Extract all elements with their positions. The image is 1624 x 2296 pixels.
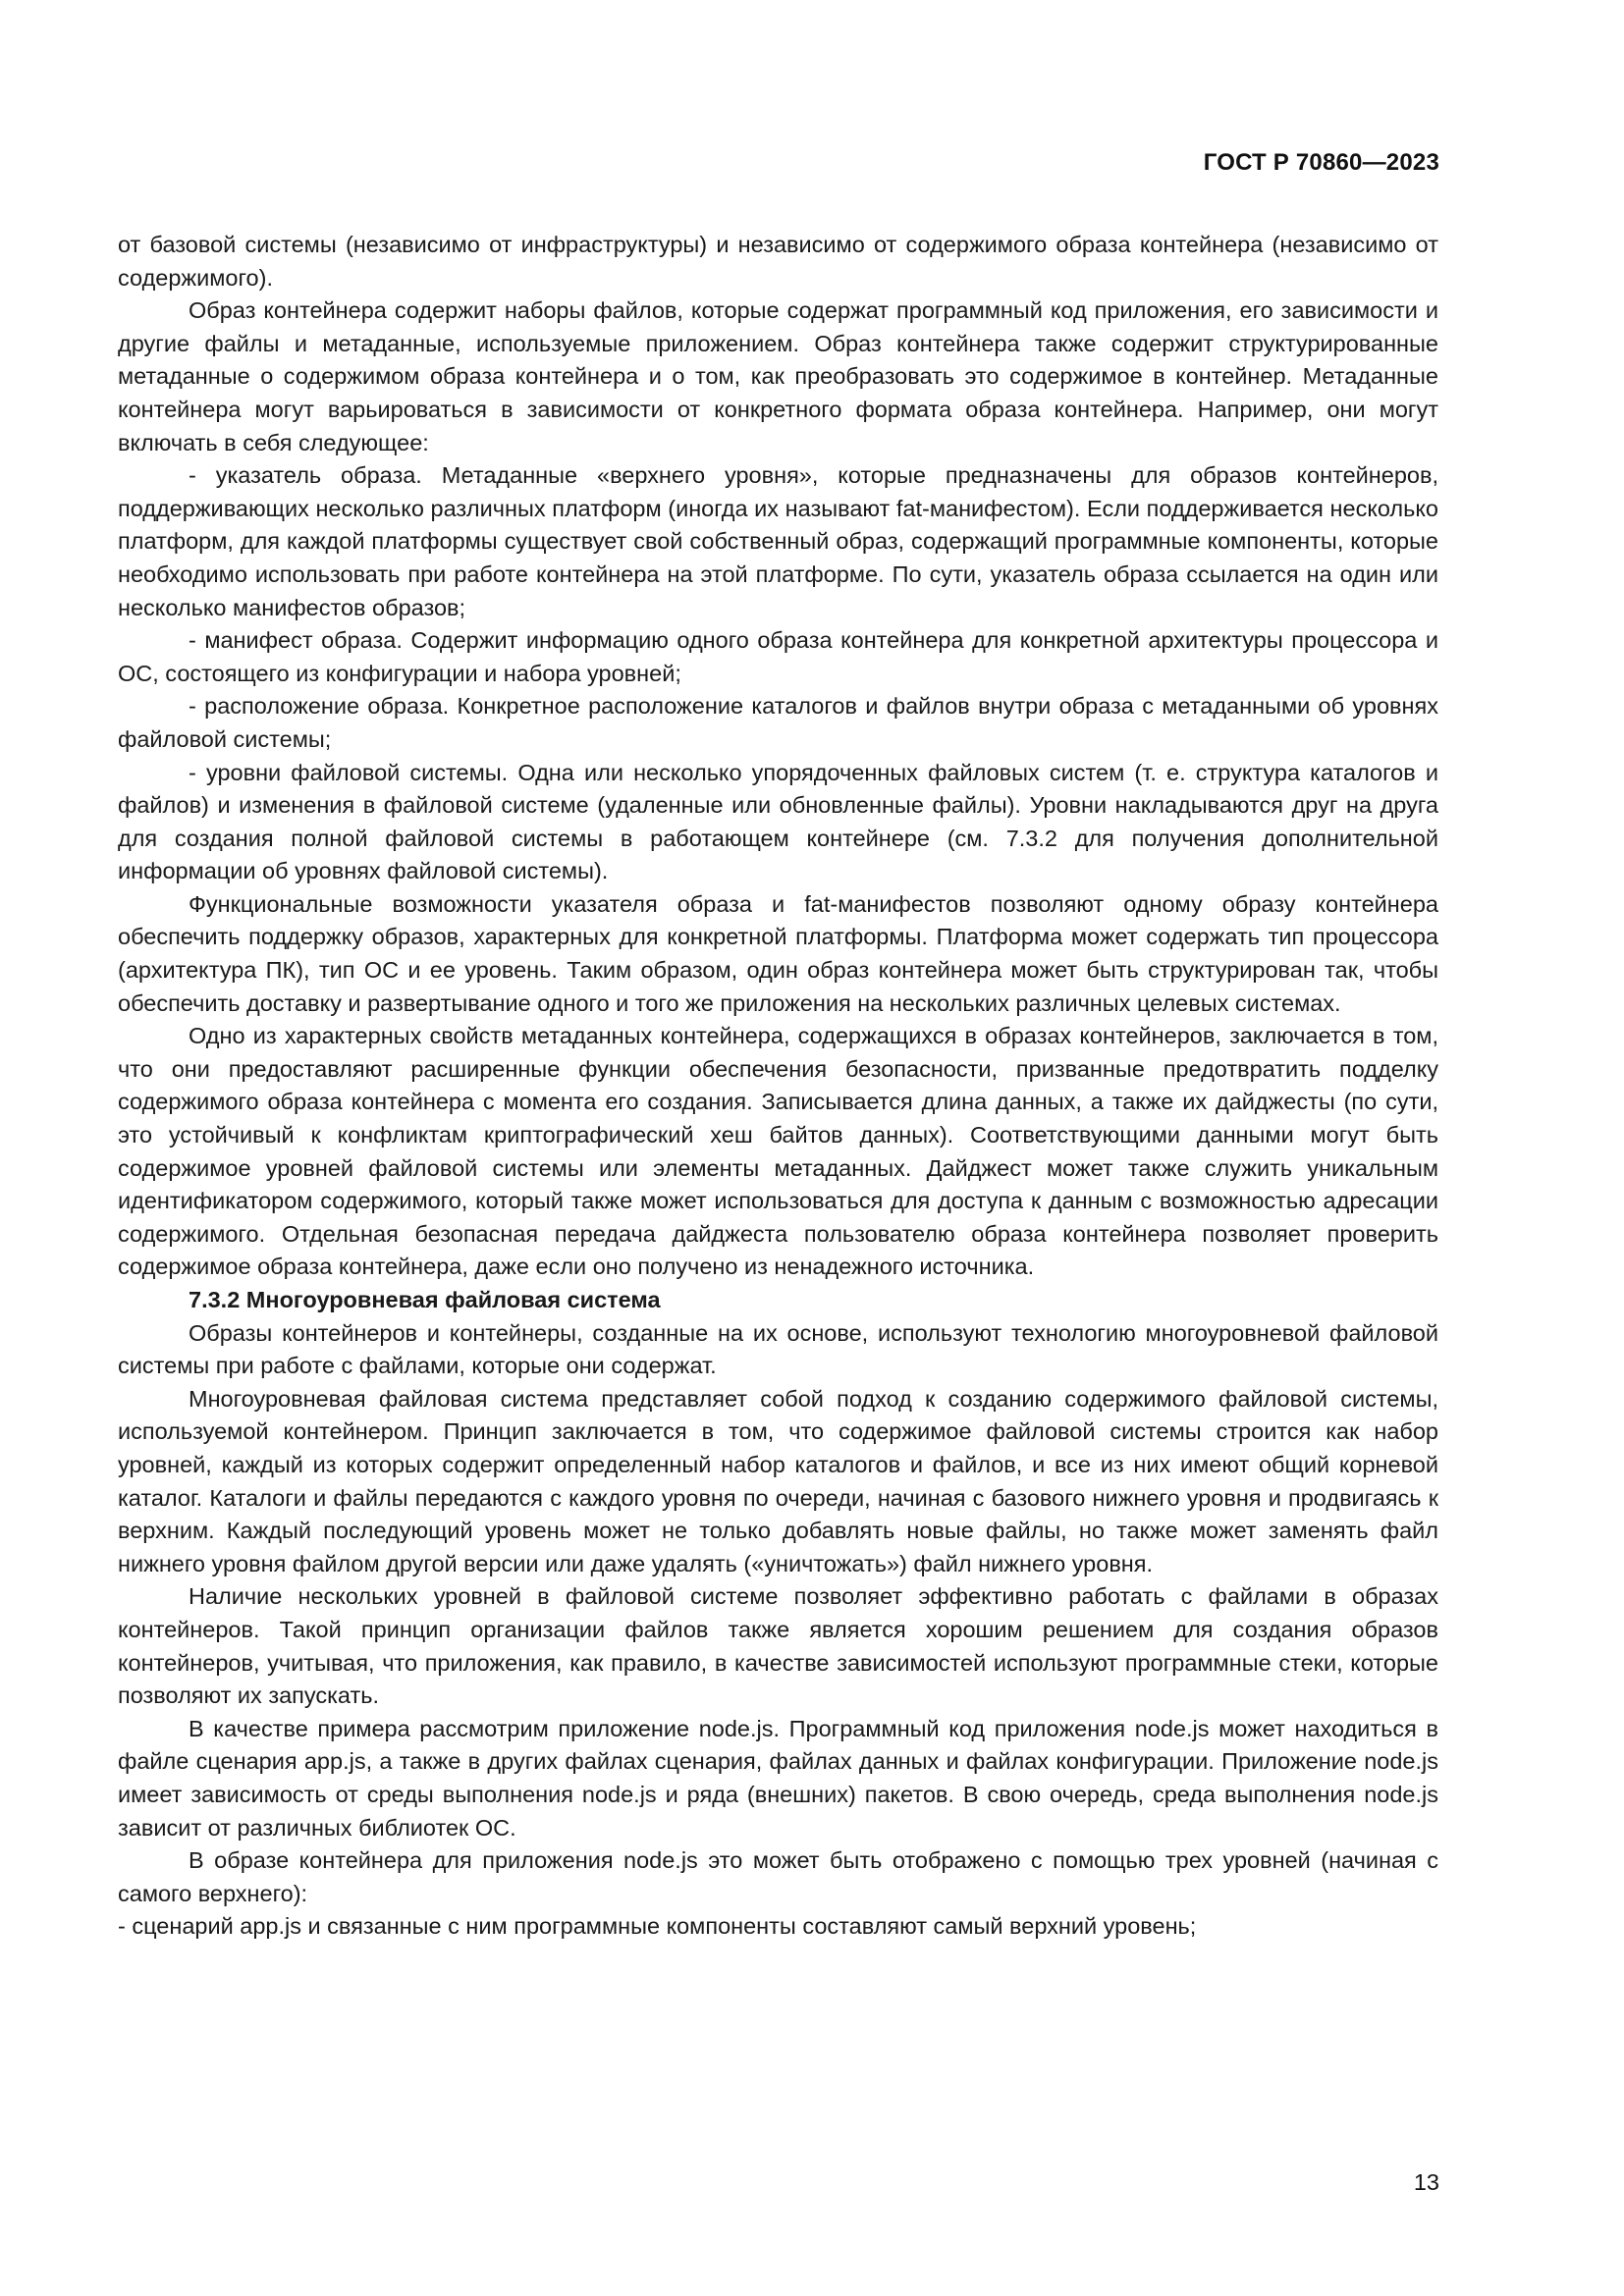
page-number: 13: [1413, 2169, 1439, 2195]
list-item: - сценарий app.js и связанные с ним программные компоненты составляют самый верхний уровень;: [118, 1913, 1197, 1940]
paragraph: Образы контейнеров и контейнеры, созданные на их основе, используют технологию многоуровневой файловой системы при работе с файлами, которые они содержат.: [118, 1319, 1438, 1379]
document-body: [118, 229, 1438, 1944]
paragraph: Одно из характерных свойств метаданных контейнера, содержащихся в образах контейнеров, заключается в том, что они предоставляют расширенные функции обеспечения безопасности, призванные предотвратить подделку содержимого образа контейнера с момента его создания. Записывается длина данных, а также их дайджесты (по сути, это устойчивый к конфликтам криптографический хеш байтов данных). Соответствующими данными могут быть содержимое уровней файловой системы или элементы метаданных. Дайджест может также служить уникальным идентификатором содержимого, который также может использоваться для доступа к данным с возможностью адресации содержимого. Отдельная безопасная передача дайджеста пользователю образа контейнера позволяет проверить содержимое образа контейнера, даже если оно получено из ненадежного источника.: [118, 1023, 1438, 1280]
list-item: - манифест образа. Содержит информацию одного образа контейнера для конкретной архитектуры процессора и ОС, состоящего из конфигурации и набора уровней;: [118, 627, 1438, 686]
document-header: ГОСТ Р 70860—2023: [1203, 149, 1439, 176]
paragraph: В качестве примера рассмотрим приложение node.js. Программный код приложения node.js может находиться в файле сценария app.js, а также в других файлах сценария, файлах данных и файлах конфигурации. Приложение node.js имеет зависимость от среды выполнения node.js и ряда (внешних) пакетов. В свою очередь, среда выполнения node.js зависит от различных библиотек ОС.: [118, 1715, 1438, 1841]
paragraph: от базовой системы (независимо от инфраструктуры) и независимо от содержимого образа контейнера (независимо от содержимого).: [118, 232, 1438, 291]
section-heading: 7.3.2 Многоуровневая файловая система: [189, 1287, 661, 1312]
list-item: - уровни файловой системы. Одна или несколько упорядоченных файловых систем (т. е. структура каталогов и файлов) и изменения в файловой системе (удаленные или обновленные файлы). Уровни накладываются друг на друга для создания полной файловой системы в работающем контейнере (см. 7.3.2 для получения дополнительной информации об уровнях файловой системы).: [118, 759, 1438, 884]
paragraph: Образ контейнера содержит наборы файлов, которые содержат программный код приложения, его зависимости и другие файлы и метаданные, используемые приложением. Образ контейнера также содержит структурированные метаданные о содержимом образа контейнера и о том, как преобразовать это содержимое в контейнер. Метаданные контейнера могут варьироваться в зависимости от конкретного формата образа контейнера. Например, они могут включать в себя следующее:: [118, 297, 1438, 455]
list-item: - указатель образа. Метаданные «верхнего уровня», которые предназначены для образов контейнеров, поддерживающих несколько различных платформ (иногда их называют fat-манифестом). Если поддерживается несколько платформ, для каждой платформы существует свой собственный образ, содержащий программные компоненты, которые необходимо использовать при работе контейнера на этой платформе. По сути, указатель образа ссылается на один или несколько манифестов образов;: [118, 462, 1438, 620]
paragraph: Многоуровневая файловая система представляет собой подход к созданию содержимого файловой системы, используемой контейнером. Принцип заключается в том, что содержимое файловой системы строится как набор уровней, каждый из которых содержит определенный набор каталогов и файлов, и все из них имеют общий корневой каталог. Каталоги и файлы передаются с каждого уровня по очереди, начиная с базового нижнего уровня и продвигаясь к верхним. Каждый последующий уровень может не только добавлять новые файлы, но также может заменять файл нижнего уровня файлом другой версии или даже удалять («уничтожать») файл нижнего уровня.: [118, 1385, 1438, 1576]
paragraph: В образе контейнера для приложения node.js это может быть отображено с помощью трех уровней (начиная с самого верхнего):: [118, 1847, 1438, 1906]
list-item: - расположение образа. Конкретное расположение каталогов и файлов внутри образа с метаданными об уровнях файловой системы;: [118, 693, 1438, 752]
paragraph: Наличие нескольких уровней в файловой системе позволяет эффективно работать с файлами в образах контейнеров. Такой принцип организации файлов также является хорошим решением для создания образов контейнеров, учитывая, что приложения, как правило, в качестве зависимостей используют программные стеки, которые позволяют их запускать.: [118, 1583, 1438, 1709]
paragraph: Функциональные возможности указателя образа и fat-манифестов позволяют одному образу контейнера обеспечить поддержку образов, характерных для конкретной платформы. Платформа может содержать тип процессора (архитектура ПК), тип ОС и ее уровень. Таким образом, один образ контейнера может быть структурирован так, чтобы обеспечить доставку и развертывание одного и того же приложения на нескольких различных целевых системах.: [118, 890, 1438, 1016]
